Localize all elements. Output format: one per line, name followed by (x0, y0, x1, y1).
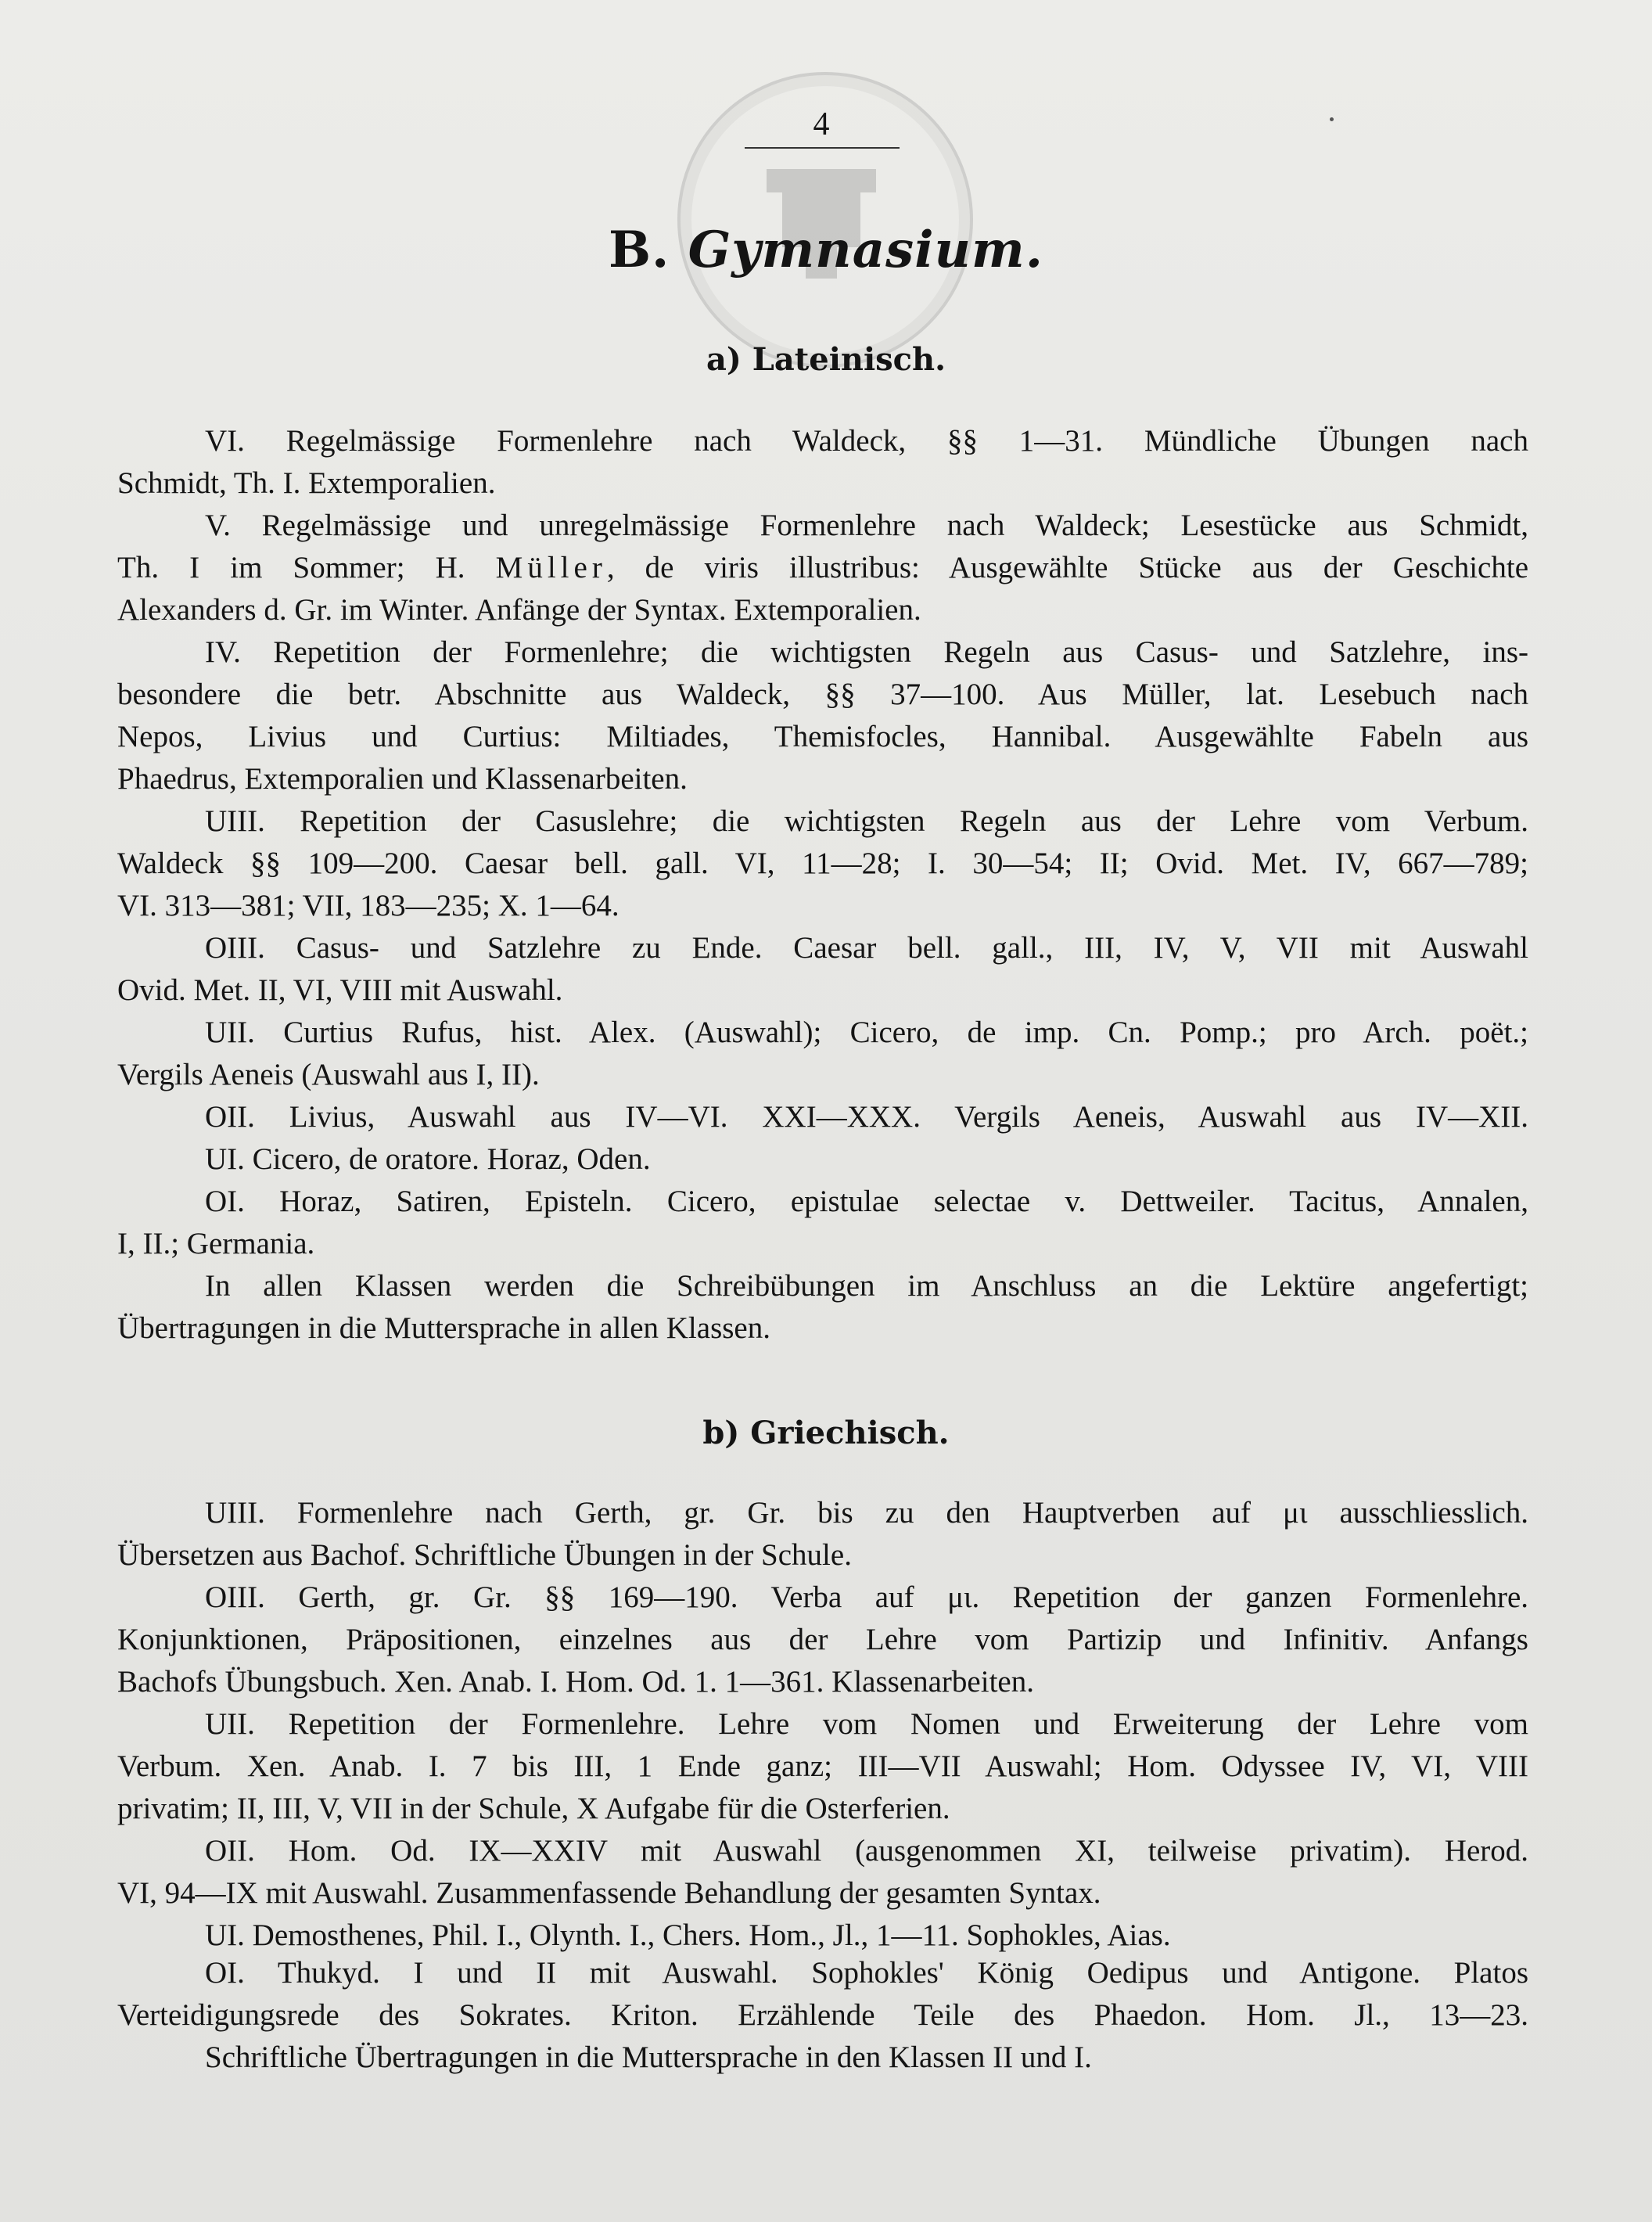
latin-line-part: , de viris illustribus: Ausgewählte Stücke aus der Geschichte (606, 551, 1528, 584)
greek-line: Schriftliche Übertragungen in die Muttersprache in den Klassen II und I. (205, 2040, 1092, 2074)
latin-line: Waldeck §§ 109—200. Caesar bell. gall. VI, 11—28; I. 30—54; II; Ovid. Met. IV, 667—789; (117, 847, 1528, 880)
greek-line: VI, 94—IX mit Auswahl. Zusammenfassende Behandlung der gesamten Syntax. (117, 1876, 1101, 1910)
page-number-rule (745, 147, 900, 149)
latin-line: Ovid. Met. II, VI, VIII mit Auswahl. (117, 973, 563, 1007)
section-heading-greek: b) Griechisch. (702, 1415, 950, 1451)
latin-line (117, 549, 1528, 587)
latin-line: Phaedrus, Extemporalien und Klassenarbeiten. (117, 762, 688, 796)
greek-line: Konjunktionen, Präpositionen, einzelnes aus der Lehre vom Partizip und Infinitiv. Anfangs (117, 1623, 1528, 1656)
latin-line: I, II.; Germania. (117, 1227, 315, 1260)
greek-line: UIII. Formenlehre nach Gerth, gr. Gr. bis zu den Hauptverben auf μι ausschliesslich. (205, 1496, 1528, 1530)
latin-line-part: Th. I im Sommer; H. (117, 551, 496, 584)
latin-line: VI. Regelmässige Formenlehre nach Waldeck, §§ 1—31. Mündliche Übungen nach (205, 424, 1528, 458)
greek-line: UI. Demosthenes, Phil. I., Olynth. I., Chers. Hom., Jl., 1—11. Sophokles, Aias. (205, 1918, 1171, 1952)
section-heading-latin: a) Lateinisch. (706, 341, 946, 378)
title-word: Gymnasium. (688, 221, 1044, 279)
latin-line: OII. Livius, Auswahl aus IV—VI. XXI—XXX. Vergils Aeneis, Auswahl aus IV—XII. (205, 1100, 1528, 1134)
latin-line: V. Regelmässige und unregelmässige Formenlehre nach Waldeck; Lesestücke aus Schmidt, (205, 509, 1528, 542)
greek-line: privatim; II, III, V, VII in der Schule, X Aufgabe für die Osterferien. (117, 1792, 950, 1825)
latin-line: IV. Repetition der Formenlehre; die wichtigsten Regeln aus Casus- und Satzlehre, ins- (205, 635, 1528, 669)
latin-line: OI. Horaz, Satiren, Episteln. Cicero, epistulae selectae v. Dettweiler. Tacitus, Annalen, (205, 1185, 1528, 1218)
greek-line: Verteidigungsrede des Sokrates. Kriton. Erzählende Teile des Phaedon. Hom. Jl., 13—23. (117, 1998, 1528, 2032)
greek-line: Übersetzen aus Bachof. Schriftliche Übungen in der Schule. (117, 1538, 852, 1572)
greek-line: OIII. Gerth, gr. Gr. §§ 169—190. Verba auf μι. Repetition der ganzen Formenlehre. (205, 1580, 1528, 1614)
greek-line: Verbum. Xen. Anab. I. 7 bis III, 1 Ende ganz; III—VII Auswahl; Hom. Odyssee IV, VI, VIII (117, 1749, 1528, 1783)
latin-line: Alexanders d. Gr. im Winter. Anfänge der Syntax. Extemporalien. (117, 593, 921, 627)
latin-line: Schmidt, Th. I. Extemporalien. (117, 466, 496, 500)
ink-speck (1330, 117, 1334, 121)
latin-line: OIII. Casus- und Satzlehre zu Ende. Caesar bell. gall., III, IV, V, VII mit Auswahl (205, 931, 1528, 965)
latin-line: UII. Curtius Rufus, hist. Alex. (Auswahl); Cicero, de imp. Cn. Pomp.; pro Arch. poët.; (205, 1016, 1528, 1049)
latin-line: In allen Klassen werden die Schreibübungen im Anschluss an die Lektüre angefertigt; (205, 1269, 1528, 1303)
greek-line: OI. Thukyd. I und II mit Auswahl. Sophokles' König Oedipus und Antigone. Platos (205, 1956, 1528, 1990)
latin-line: besondere die betr. Abschnitte aus Waldeck, §§ 37—100. Aus Müller, lat. Lesebuch nach (117, 678, 1528, 711)
author-name-spaced: Müller (495, 551, 607, 584)
greek-line: OII. Hom. Od. IX—XXIV mit Auswahl (ausgenommen XI, teilweise privatim). Herod. (205, 1834, 1528, 1868)
latin-line: UI. Cicero, de oratore. Horaz, Oden. (205, 1142, 651, 1176)
latin-line: UIII. Repetition der Casuslehre; die wichtigsten Regeln aus der Lehre vom Verbum. (205, 804, 1528, 838)
latin-line: Nepos, Livius und Curtius: Miltiades, Themisfocles, Hannibal. Ausgewählte Fabeln aus (117, 720, 1528, 753)
latin-line: Übertragungen in die Muttersprache in allen Klassen. (117, 1311, 770, 1345)
greek-line: Bachofs Übungsbuch. Xen. Anab. I. Hom. Od. 1. 1—361. Klassenarbeiten. (117, 1665, 1034, 1699)
latin-line: Vergils Aeneis (Auswahl aus I, II). (117, 1058, 540, 1091)
page-number: 4 (813, 106, 830, 142)
title-letter: B. (608, 221, 670, 279)
greek-line: UII. Repetition der Formenlehre. Lehre vom Nomen und Erweiterung der Lehre vom (205, 1707, 1528, 1741)
page-title (0, 221, 1652, 279)
latin-line: VI. 313—381; VII, 183—235; X. 1—64. (117, 889, 620, 922)
